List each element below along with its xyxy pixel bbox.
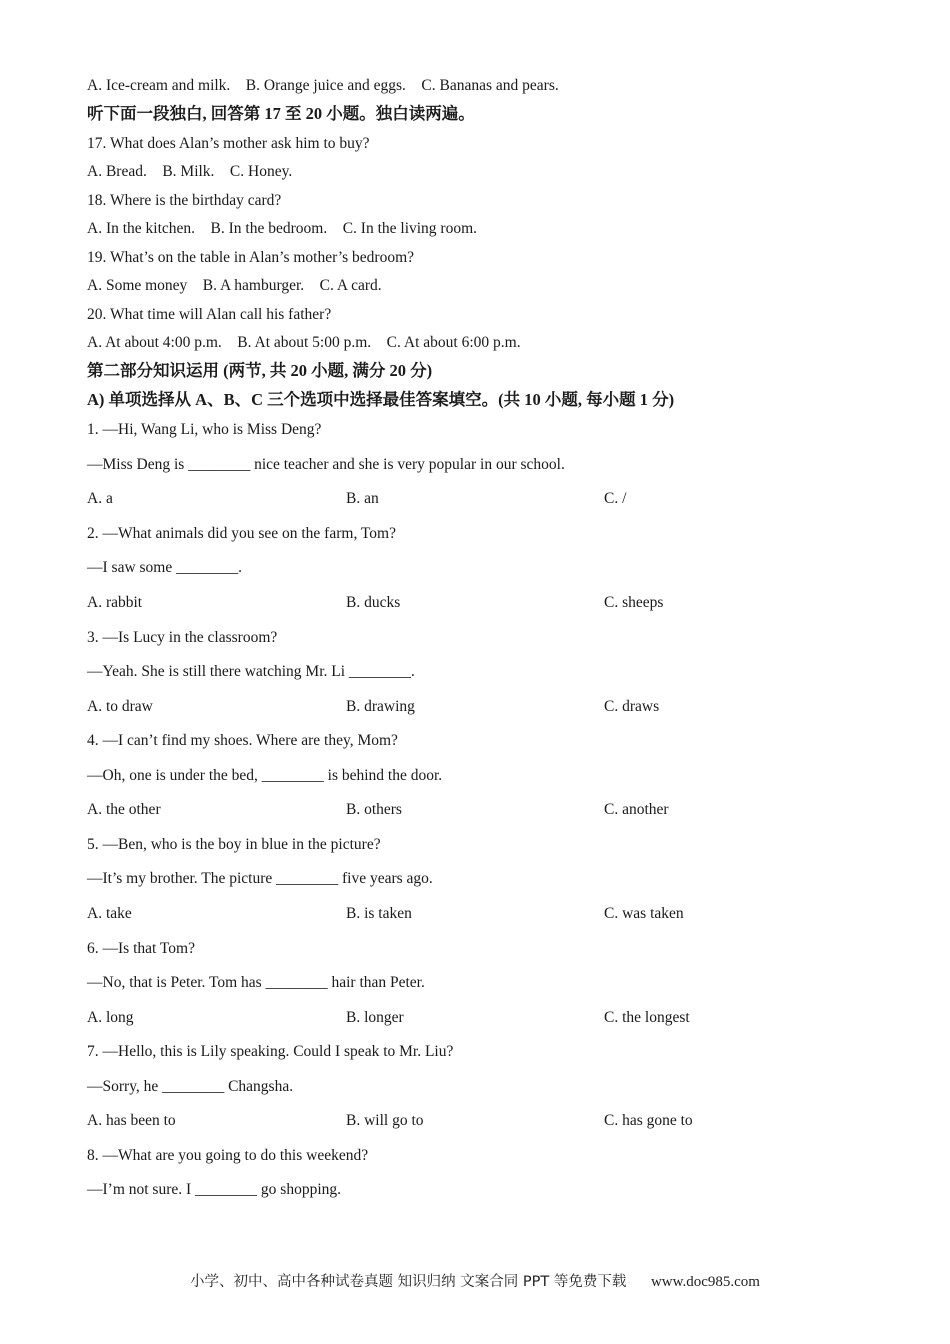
q19-options: A. Some money B. A hamburger. C. A card. [87,277,382,294]
option-c: C. / [604,490,627,507]
answer-prompt: —Sorry, he ________ Changsha. [87,1078,294,1095]
q19-text: 19. What’s on the table in Alan’s mother’s bedroom? [87,249,415,266]
option-a: A. has been to [87,1112,176,1129]
part2-section-a: A) 单项选择从 A、B、C 三个选项中选择最佳答案填空。(共 10 小题, 每小题 1 分) [87,390,675,409]
q17-text: 17. What does Alan’s mother ask him to buy? [87,135,370,152]
answer-prompt: —Oh, one is under the bed, ________ is behind the door. [87,767,443,784]
option-a: A. a [87,490,113,507]
option-b: B. an [346,490,379,507]
q18-options: A. In the kitchen. B. In the bedroom. C. In the living room. [87,220,478,237]
option-b: B. will go to [346,1112,424,1129]
q20-text: 20. What time will Alan call his father? [87,306,332,323]
question-text: 5. —Ben, who is the boy in blue in the picture? [87,836,381,853]
footer-site-link[interactable]: www.doc985.com [650,1274,760,1290]
listening-section-header: 听下面一段独白, 回答第 17 至 20 小题。独白读两遍。 [87,104,475,123]
question-text: 6. —Is that Tom? [87,940,195,957]
option-a: A. long [87,1009,134,1026]
footer-text: 小学、初中、高中各种试卷真题 知识归纳 文案合同 PPT 等免费下载 [190,1274,627,1290]
option-c: C. was taken [604,905,684,922]
option-b: B. drawing [346,698,415,715]
q18-text: 18. Where is the birthday card? [87,192,282,209]
part2-title: 第二部分知识运用 (两节, 共 20 小题, 满分 20 分) [87,361,433,380]
question-text: 2. —What animals did you see on the farm, Tom? [87,525,396,542]
option-b: B. is taken [346,905,412,922]
option-c: C. the longest [604,1009,690,1026]
option-a: A. rabbit [87,594,143,611]
q16-options: A. Ice-cream and milk. B. Orange juice and eggs. C. Bananas and pears. [87,77,559,94]
question-text: 1. —Hi, Wang Li, who is Miss Deng? [87,421,322,438]
question-text: 3. —Is Lucy in the classroom? [87,629,278,646]
question-text: 8. —What are you going to do this weekend? [87,1147,369,1164]
option-b: B. longer [346,1009,404,1026]
q17-options: A. Bread. B. Milk. C. Honey. [87,163,293,180]
option-a: A. the other [87,801,161,818]
option-c: C. has gone to [604,1112,693,1129]
answer-prompt: —No, that is Peter. Tom has ________ hair than Peter. [87,974,425,991]
option-c: C. sheeps [604,594,664,611]
option-c: C. another [604,801,669,818]
answer-prompt: —I saw some ________. [87,559,242,576]
option-c: C. draws [604,698,660,715]
answer-prompt: —I’m not sure. I ________ go shopping. [87,1181,342,1198]
answer-prompt: —Yeah. She is still there watching Mr. Li ________. [87,663,415,680]
option-a: A. to draw [87,698,153,715]
answer-prompt: —It’s my brother. The picture ________ five years ago. [87,870,433,887]
q20-options: A. At about 4:00 p.m. B. At about 5:00 p.m. C. At about 6:00 p.m. [87,334,521,351]
option-a: A. take [87,905,132,922]
option-b: B. ducks [346,594,401,611]
page-footer [0,1270,950,1291]
answer-prompt: —Miss Deng is ________ nice teacher and she is very popular in our school. [87,456,565,473]
option-b: B. others [346,801,402,818]
question-text: 4. —I can’t find my shoes. Where are they, Mom? [87,732,398,749]
question-text: 7. —Hello, this is Lily speaking. Could I speak to Mr. Liu? [87,1043,454,1060]
